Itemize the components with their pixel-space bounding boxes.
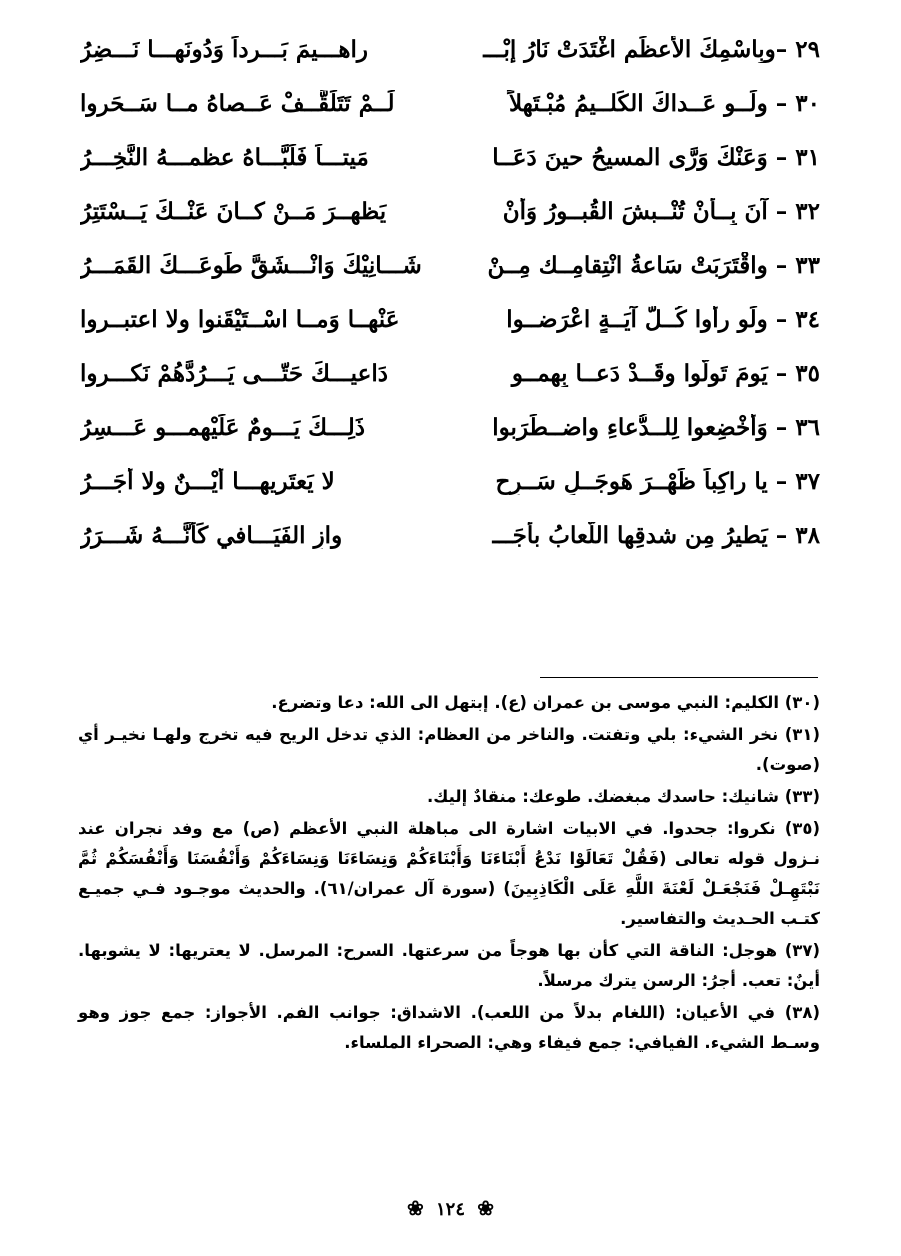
verse-first-hemistich: ٣٦ – وَأُخْضِعوا لِلــدُّعاءِ واضــطَرَبوا: [492, 413, 820, 441]
verse-second-hemistich: لا يَعتَريهـــا أَيْـــنٌ ولا أَجَـــرُ: [80, 467, 335, 495]
verse-line: [80, 454, 820, 508]
verse-second-hemistich: وازِ الفَيَـــافي كَأنَّـــهُ شَـــرَرُ: [80, 521, 343, 549]
verse-first-hemistich: ٣٤ – ولَو رأوا كُــلَّ آيَــةٍ اعْرَضــوا: [506, 305, 820, 333]
verse-line: [80, 292, 820, 346]
verse-line: [80, 400, 820, 454]
verse-first-hemistich: ٣٥ – يَومَ تَولَّوا وقَــدْ دَعــا بِهِمــو: [511, 359, 820, 387]
verse-second-hemistich: دَاعيـــكَ حَتّـــى يَـــرُدَّهُمْ نَكـــروا: [80, 359, 388, 387]
verse-line: [80, 238, 820, 292]
verse-first-hemistich: ٣٨ – يَطيرُ مِن شدقِها اللُّعابُ بأجَـــ: [492, 521, 820, 549]
verse-second-hemistich: عَنْهــا وَمــا اسْــتَيْقَنوا ولا اعتبــروا: [80, 305, 400, 333]
verse-first-hemistich: ٣١ – وَعَنْكَ وَرَّى المسيحُ حينَ دَعَــا: [492, 143, 820, 171]
poem-verses: [80, 22, 820, 562]
ornament-icon: ❀: [477, 1196, 495, 1220]
verse-second-hemistich: ذَلِـــكَ يَـــومٌ عَلَيْهمـــو عَـــسِرُ: [80, 413, 366, 441]
verse-line: [80, 76, 820, 130]
verse-first-hemistich: ٣٧ – يا راكِباً ظَهْــرَ هَوجَــلٍ سَــرِحٍ: [495, 467, 820, 495]
verse-line: [80, 508, 820, 562]
verse-first-hemistich: ٣٠ – ولَــو عَــداكَ الكَلــيمُ مُبْـتَهلاً: [508, 89, 820, 117]
ornament-icon: ❀: [406, 1196, 424, 1220]
footnote: (٣٠) الكليم: النبي موسى بن عمران (ع). إبتهل الى الله: دعا وتضرع.: [271, 693, 820, 712]
verse-line: [80, 346, 820, 400]
verse-second-hemistich: شَـــانِيْكَ وَانْـــشَقَّ طَوعَـــكَ القَمَـــرُ: [80, 251, 422, 279]
verse-line: [80, 22, 820, 76]
verse-first-hemistich: ٣٣ – واقْتَرَبَتْ سَاعةُ انْتِقامِــك مِــنْ: [487, 251, 820, 279]
verse-line: [80, 184, 820, 238]
footnotes: [78, 688, 820, 1058]
page-footer: [0, 1196, 901, 1220]
page-number: ١٢٤: [435, 1199, 465, 1220]
footnote-divider: [540, 677, 818, 678]
verse-first-hemistich: ٣٢ – آنَ بِــأنْ تُنْــبشَ القُبــورُ وَأنْ: [502, 197, 820, 225]
verse-second-hemistich: لَــمْ تَتَلَقَّــفْ عَــصاهُ مــا سَــحَروا: [80, 89, 395, 117]
footnote: (٣٨) في الأعيان: (اللغام بدلاً من اللعب). الاشداق: جوانب الفم. الأجواز: جمع جوز وهو وسـط الشيء. الفيافي: جمع فيفاء وهي: الصحراء الملساء.: [78, 1003, 820, 1052]
footnote: (٣١) نخر الشيء: بلي وتفتت. والناخر من العظام: الذي تدخل الريح فيه تخرج ولهـا نخيـر أي (صوت).: [78, 725, 820, 774]
verse-second-hemistich: راهـــيمَ بَـــرداً وَدُونَهـــا نَـــضِرُ: [80, 35, 368, 63]
verse-first-hemistich: ٢٩ –وبِاسْمِكَ الأعظَمِ اغْتَدَتْ نَارُ إبْـــ: [483, 35, 820, 63]
footnote: (٣٧) هوجل: الناقة التي كأن بها هوجاً من سرعتها. السرح: المرسل. لا يعتريها: لا يشوبها. أينٌ: تعب. أجرُ: الرسن يترك مرسلاً.: [78, 941, 820, 990]
verse-line: [80, 130, 820, 184]
verse-second-hemistich: مَيتـــاً فَلَبَّـــاهُ عظمـــهُ النَّخِـــرُ: [80, 143, 369, 171]
footnote: (٣٣) شانيك: حاسدك مبغضك. طوعك: منقادٌ إليك.: [427, 787, 820, 806]
footnote: (٣٥) نكروا: جحدوا. في الابيات اشارة الى مباهلة النبي الأعظم (ص) مع وفد نجران عند نـزول قوله تعالى (فَقُلْ تَعَالَوْا نَدْعُ أَبْنَاءَنَا وَأَبْنَاءَكُمْ وَنِسَاءَنَا وَنِسَاءَكُمْ وَأَنْفُسَنَا وَأَنْفُسَكُمْ ثُمَّ نَبْتَهِـلْ فَنَجْعَـلْ لَعْنَةَ اللَّهِ عَلَى الْكَاذِبِينَ) (سورة آل عمران/٦١). والحديث موجـود فـي جميـع كتـب الحـديث والتفاسير.: [78, 819, 821, 928]
verse-second-hemistich: يَظهــرَ مَــنْ كــانَ عَنْــكَ يَــسْتَتِرُ: [80, 197, 387, 225]
